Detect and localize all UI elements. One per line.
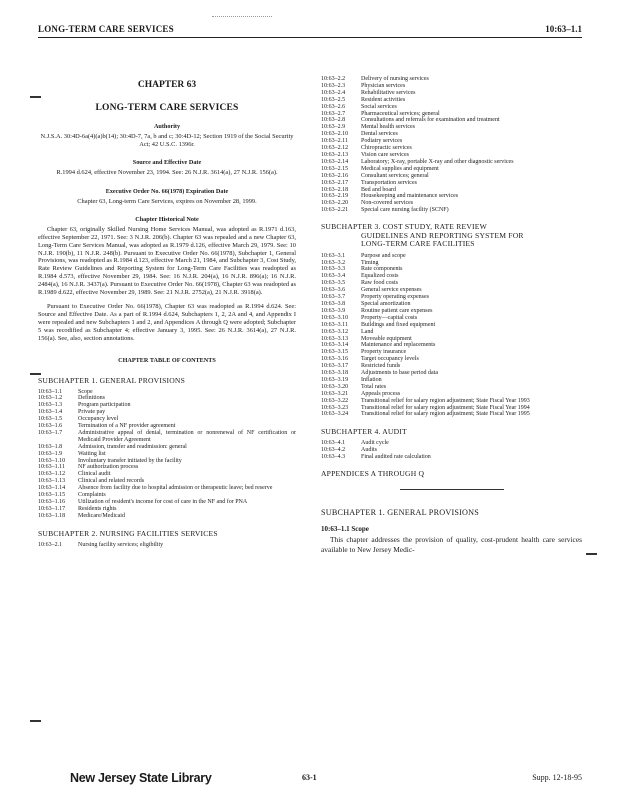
toc-section-title: Utilization of resident's income for cost of care in the NF and for PNA xyxy=(78,499,248,505)
page-footer xyxy=(70,772,582,786)
toc-section-number: 10:63–2.12 xyxy=(321,145,349,152)
body-subchapter-heading: SUBCHAPTER 1. GENERAL PROVISIONS xyxy=(321,508,480,518)
toc-section-number: 10:63–1.3 xyxy=(38,402,63,409)
toc-section-number: 10:63–2.18 xyxy=(321,186,349,193)
toc-section-number: 10:63–3.12 xyxy=(321,328,349,335)
toc-section-number: 10:63–3.22 xyxy=(321,397,349,404)
toc-entry xyxy=(38,423,296,430)
toc-section-title: Target occupancy levels xyxy=(361,356,419,363)
margin-change-mark xyxy=(586,553,597,555)
toc-section-title: Maintenance and replacements xyxy=(361,342,436,349)
toc-section-number: 10:63–3.14 xyxy=(321,342,349,349)
toc-section-number: 10:63–2.19 xyxy=(321,193,349,200)
toc-entry xyxy=(321,342,582,349)
toc-entry xyxy=(321,301,582,308)
toc-section-number: 10:63–2.3 xyxy=(321,82,346,89)
toc-section-number: 10:63–4.2 xyxy=(321,447,346,454)
toc-section-title: Residents rights xyxy=(78,505,117,512)
toc-section-title: Special care nursing facility (SCNF) xyxy=(361,207,449,214)
toc-section-title: Adjustments to base period data xyxy=(361,370,438,377)
toc-entry xyxy=(321,315,582,322)
toc-section-number: 10:63–2.17 xyxy=(321,179,349,186)
toc-section-title: Appeals process xyxy=(361,390,401,397)
toc-section-number: 10:63–3.9 xyxy=(321,307,346,314)
toc-section-number: 10:63–3.5 xyxy=(321,280,346,287)
toc-entry xyxy=(38,513,296,520)
toc-section-title: Restricted funds xyxy=(361,363,401,370)
toc-section-title: Housekeeping and maintenance services xyxy=(361,193,459,200)
toc-section-number: 10:63–3.11 xyxy=(321,321,348,328)
toc-entry xyxy=(321,377,582,384)
toc-section-title: Absence from facility due to hospital admission or therapeutic leave; bed reserve xyxy=(78,485,273,492)
toc-entry xyxy=(321,294,582,301)
toc-entry xyxy=(38,458,296,465)
toc-entry xyxy=(321,166,582,173)
library-stamp: New Jersey State Library xyxy=(70,771,212,785)
toc-section-title: Buildings and fixed equipment xyxy=(361,321,436,328)
toc-section-title: Occupancy level xyxy=(78,416,119,423)
subchapter-2-toc-list-continued xyxy=(321,76,582,214)
toc-section-number: 10:63–2.13 xyxy=(321,151,349,158)
toc-entry xyxy=(321,454,582,461)
toc-section-title: Clinical and related records xyxy=(78,478,145,485)
toc-entry xyxy=(321,336,582,343)
toc-section-title: Non-covered services xyxy=(361,200,414,207)
toc-section-title: Delivery of nursing services xyxy=(361,76,429,82)
toc-entry xyxy=(321,322,582,329)
toc-entry xyxy=(38,444,296,451)
historical-note-heading: Chapter Historical Note xyxy=(135,215,199,223)
toc-entry xyxy=(321,370,582,377)
toc-section-number: 10:63–3.24 xyxy=(321,411,349,418)
toc-entry xyxy=(321,308,582,315)
toc-section-title: Property operating expenses xyxy=(361,294,429,301)
toc-section-number: 10:63–2.9 xyxy=(321,124,346,131)
toc-section-number: 10:63–1.8 xyxy=(38,443,63,450)
toc-section-title: Mental health services xyxy=(361,124,415,131)
toc-entry xyxy=(321,104,582,111)
toc-entry xyxy=(321,173,582,180)
subchapter-1-toc-list xyxy=(38,389,296,520)
toc-heading: CHAPTER TABLE OF CONTENTS xyxy=(118,356,216,364)
toc-section-title: Inflation xyxy=(361,376,382,383)
subchapter-3-heading-line: GUIDELINES AND REPORTING SYSTEM FOR xyxy=(361,230,524,240)
toc-section-number: 10:63–1.4 xyxy=(38,409,63,416)
chapter-number: CHAPTER 63 xyxy=(137,80,197,90)
toc-section-number: 10:63–2.15 xyxy=(321,165,349,172)
toc-entry xyxy=(38,471,296,478)
toc-entry xyxy=(321,253,582,260)
toc-section-number: 10:63–2.1 xyxy=(38,541,63,548)
left-column xyxy=(38,80,296,549)
toc-entry xyxy=(321,363,582,370)
running-header xyxy=(38,24,582,38)
header-section-number: 10:63–1.1 xyxy=(545,24,582,34)
toc-entry xyxy=(38,464,296,471)
section-text: This chapter addresses the provision of quality, cost-prudent health care services available to New Jersey Medic- xyxy=(321,535,582,555)
toc-section-number: 10:63–1.12 xyxy=(38,471,66,478)
toc-section-number: 10:63–3.3 xyxy=(321,266,346,273)
page-number: 63-1 xyxy=(302,773,317,782)
toc-section-number: 10:63–1.16 xyxy=(38,499,66,505)
toc-entry xyxy=(321,411,582,418)
toc-section-number: 10:63–3.17 xyxy=(321,363,349,370)
toc-entry xyxy=(38,409,296,416)
toc-section-title: Dental services xyxy=(361,131,398,138)
toc-section-number: 10:63–2.21 xyxy=(321,207,349,214)
toc-entry xyxy=(38,416,296,423)
toc-entry xyxy=(321,349,582,356)
subchapter-3-heading-line: LONG-TERM CARE FACILITIES xyxy=(361,239,475,249)
toc-section-number: 10:63–1.15 xyxy=(38,492,66,499)
toc-section-number: 10:63–2.7 xyxy=(321,110,346,117)
toc-section-title: Audits xyxy=(361,447,378,454)
toc-section-number: 10:63–3.8 xyxy=(321,300,346,307)
subchapter-4-toc-heading: SUBCHAPTER 4. AUDIT xyxy=(321,427,407,437)
subchapter-2-toc-list xyxy=(38,542,296,549)
toc-section-number: 10:63–4.1 xyxy=(321,440,346,447)
toc-entry xyxy=(321,145,582,152)
authority-text: N.J.S.A. 30:4D-6a(4)(a)b(14); 30:4D-7, 7a, b and c; 30:4D-12; Section 1919 of the Social Security Act; 42 U.S.C. 1396r. xyxy=(40,133,294,149)
toc-entry xyxy=(38,492,296,499)
toc-section-number: 10:63–3.21 xyxy=(321,390,349,397)
toc-section-title: Transitional relief for salary region adjustment; State Fiscal Year 1994 xyxy=(361,404,530,411)
toc-entry xyxy=(38,389,296,396)
toc-section-number: 10:63–3.10 xyxy=(321,314,349,321)
toc-section-title: Resident activities xyxy=(361,96,406,103)
toc-entry xyxy=(321,266,582,273)
toc-section-title: Rate components xyxy=(361,266,403,273)
section-heading: 10:63–1.1 Scope xyxy=(321,525,369,534)
toc-section-number: 10:63–3.2 xyxy=(321,259,346,266)
toc-section-number: 10:63–1.13 xyxy=(38,478,66,485)
toc-entry xyxy=(38,430,296,444)
toc-entry xyxy=(321,76,582,83)
toc-section-number: 10:63–3.6 xyxy=(321,287,346,294)
toc-section-title: Consultant services; general xyxy=(361,172,429,179)
toc-entry xyxy=(321,280,582,287)
toc-entry xyxy=(38,499,296,506)
toc-entry xyxy=(321,391,582,398)
toc-section-title: Physician services xyxy=(361,82,406,89)
toc-section-number: 10:63–3.4 xyxy=(321,273,346,280)
toc-entry xyxy=(321,117,582,124)
toc-section-title: Final audited rate calculation xyxy=(361,454,431,461)
toc-section-number: 10:63–1.9 xyxy=(38,450,63,457)
toc-entry xyxy=(321,329,582,336)
subchapter-4-toc-list xyxy=(321,440,582,461)
header-title: LONG-TERM CARE SERVICES xyxy=(38,24,174,34)
toc-section-title: Purpose and scope xyxy=(361,252,406,259)
toc-section-number: 10:63–2.20 xyxy=(321,200,349,207)
toc-section-number: 10:63–3.15 xyxy=(321,349,349,356)
toc-section-title: Social services xyxy=(361,103,397,110)
toc-section-number: 10:63–1.10 xyxy=(38,457,66,464)
toc-section-title: Pharmaceutical services; general xyxy=(361,110,440,117)
toc-section-number: 10:63–1.11 xyxy=(38,464,65,471)
toc-section-title: Chiropractic services xyxy=(361,145,412,152)
toc-section-title: Land xyxy=(361,328,374,335)
toc-section-title: Scope xyxy=(78,388,93,395)
toc-section-title: Audit cycle xyxy=(361,440,389,447)
source-text: R.1994 d.624, effective November 23, 1994. See: 26 N.J.R. 3614(a), 27 N.J.R. 156(a). xyxy=(56,169,278,177)
executive-order-text: Chapter 63, Long-term Care Services, expires on November 28, 1999. xyxy=(77,197,257,205)
toc-section-number: 10:63–4.3 xyxy=(321,454,346,461)
toc-section-number: 10:63–2.16 xyxy=(321,172,349,179)
toc-section-title: Admission, transfer and readmission: general xyxy=(78,443,187,450)
toc-section-title: Vision care services xyxy=(361,151,409,158)
toc-entry xyxy=(38,451,296,458)
subchapter-3-toc-heading xyxy=(321,223,582,249)
toc-section-title: Property—capital costs xyxy=(361,314,418,321)
toc-entry xyxy=(321,384,582,391)
toc-section-number: 10:63–2.6 xyxy=(321,103,346,110)
toc-entry xyxy=(38,395,296,402)
right-column xyxy=(321,76,582,555)
toc-section-title: Laboratory; X-ray, portable X-ray and other diagnostic services xyxy=(361,158,514,165)
toc-section-title: Definitions xyxy=(78,395,105,402)
toc-entry xyxy=(321,152,582,159)
subchapter-1-toc-heading: SUBCHAPTER 1. GENERAL PROVISIONS xyxy=(38,375,186,385)
toc-section-title: Routine patient care expenses xyxy=(361,307,433,314)
toc-entry xyxy=(321,131,582,138)
toc-section-title: Nursing facility services; eligibility xyxy=(78,541,164,548)
toc-section-number: 10:63–1.17 xyxy=(38,505,66,512)
toc-section-number: 10:63–3.18 xyxy=(321,370,349,377)
toc-entry xyxy=(38,485,296,492)
toc-entry xyxy=(38,402,296,409)
toc-entry xyxy=(321,440,582,447)
toc-entry xyxy=(38,542,296,549)
toc-section-number: 10:63–1.18 xyxy=(38,512,66,519)
toc-entry xyxy=(321,287,582,294)
toc-entry xyxy=(321,398,582,405)
toc-entry xyxy=(321,180,582,187)
toc-section-title: Medical supplies and equipment xyxy=(361,165,439,172)
subchapter-3-heading-line: SUBCHAPTER 3. COST STUDY, RATE REVIEW xyxy=(321,222,487,232)
toc-section-title: Transportation services xyxy=(361,179,417,186)
toc-section-number: 10:63–3.20 xyxy=(321,383,349,390)
top-scan-mark xyxy=(212,16,272,17)
chapter-title: LONG-TERM CARE SERVICES xyxy=(95,103,239,113)
toc-section-title: Clinical audit xyxy=(78,471,111,478)
toc-entry xyxy=(321,83,582,90)
toc-entry xyxy=(321,193,582,200)
section-divider xyxy=(400,489,504,490)
supplement-date: Supp. 12-18-95 xyxy=(532,773,582,782)
toc-section-number: 10:63–1.7 xyxy=(38,429,63,436)
toc-entry xyxy=(321,260,582,267)
toc-section-title: Timing xyxy=(361,259,379,266)
toc-section-title: Medicare/Medicaid xyxy=(78,512,125,519)
toc-section-number: 10:63–1.2 xyxy=(38,395,63,402)
toc-entry xyxy=(321,138,582,145)
historical-note-paragraph: Chapter 63, originally Skilled Nursing Home Services Manual, was adopted as R.1971 d.163, effective September 22, 1971. See: 3 N.J.R. 206(b). Chapter 63 was repealed and a new Chapter 63, Long-Term Care Services Manual, was adopted as R.1979 d.126, effective March 29, 1979. See: 10 N.J.R. 190(b), 11 N.J.R. 248(b). Pursuant to Executive Order No. 66(1978), Subchapter 1, General Provisions, was readopted as R.1984 d.123, effective March 21, 1984, and Subchapter 3, Cost Study, Rate Review Guidelines and Reporting System for Long-Term Care Facilities was readopted as R.1984 d.573, effective November 29, 1984. See: 16 N.J.R. 204(a), 16 N.J.R. 896(a); 16 N.J.R. 2484(a), 16 N.J.R. 3437(a). Pursuant to Executive Order No. 66(1978), Chapter 63 was readopted as R.1989 d.622, effective November 29, 1989. See: 21 N.J.R. 2752(a), 21 N.J.R. 3918(a). xyxy=(38,225,296,297)
toc-section-title: Transitional relief for salary region adjustment; State Fiscal Year 1995 xyxy=(361,411,530,418)
toc-section-number: 10:63–1.5 xyxy=(38,416,63,423)
toc-section-number: 10:63–2.2 xyxy=(321,76,346,82)
authority-heading: Authority xyxy=(153,123,181,130)
toc-section-number: 10:63–3.13 xyxy=(321,335,349,342)
toc-section-number: 10:63–3.1 xyxy=(321,252,346,259)
toc-entry xyxy=(38,506,296,513)
toc-section-number: 10:63–3.19 xyxy=(321,376,349,383)
toc-section-number: 10:63–1.14 xyxy=(38,485,66,492)
toc-section-number: 10:63–2.11 xyxy=(321,138,348,145)
toc-section-number: 10:63–3.7 xyxy=(321,294,346,301)
toc-section-number: 10:63–2.4 xyxy=(321,89,346,96)
toc-section-title: Equalized costs xyxy=(361,273,399,280)
toc-section-title: Complaints xyxy=(78,492,106,499)
toc-section-title: Consultations and referrals for examination and treatment xyxy=(361,117,500,124)
source-heading: Source and Effective Date xyxy=(132,159,202,167)
toc-section-title: Waiting list xyxy=(78,450,106,457)
toc-section-number: 10:63–2.8 xyxy=(321,117,346,124)
toc-section-number: 10:63–1.1 xyxy=(38,388,63,395)
toc-section-number: 10:63–2.10 xyxy=(321,131,349,138)
toc-section-title: General service expenses xyxy=(361,287,422,294)
toc-section-title: Involuntary transfer initiated by the facility xyxy=(78,457,182,464)
toc-section-number: 10:63–1.6 xyxy=(38,423,63,430)
toc-section-number: 10:63–3.23 xyxy=(321,404,349,411)
toc-entry xyxy=(321,97,582,104)
toc-section-title: Private pay xyxy=(78,409,106,416)
subchapter-3-toc-list xyxy=(321,253,582,419)
toc-section-title: Special amortization xyxy=(361,300,411,307)
toc-entry xyxy=(321,187,582,194)
toc-section-title: Raw food costs xyxy=(361,280,398,287)
toc-entry xyxy=(321,207,582,214)
toc-section-title: Total rates xyxy=(361,383,387,390)
toc-section-title: Termination of a NF provider agreement xyxy=(78,423,176,430)
subchapter-2-toc-heading: SUBCHAPTER 2. NURSING FACILITIES SERVICES xyxy=(38,528,218,538)
toc-section-title: NF authorization process xyxy=(78,464,139,471)
toc-entry xyxy=(321,159,582,166)
historical-note-paragraph: Pursuant to Executive Order No. 66(1978), Chapter 63 was readopted as R.1994 d.624. See: Source and Effective Date. As a part of R.1994 d.624, Subchapters 1, 2, 2A and 4, and Appendix I were repealed and new Subchapters 1 and 2, and Appendices A through Q were adopted; Subchapter 5 was recodified as Subchapter 4; effective January 3, 1995. See: 26 N.J.R. 3614(a), 27 N.J.R. 156(a). See, also, section annotations. xyxy=(38,302,296,342)
toc-entry xyxy=(321,90,582,97)
appendices-heading: APPENDICES A THROUGH Q xyxy=(321,469,425,479)
toc-section-title: Bed and board xyxy=(361,186,396,193)
toc-section-number: 10:63–2.14 xyxy=(321,158,349,165)
toc-entry xyxy=(321,124,582,131)
toc-section-title: Program participation xyxy=(78,402,131,409)
toc-section-title: Rehabilitative services xyxy=(361,89,416,96)
toc-section-title: Transitional relief for salary region adjustment; State Fiscal Year 1993 xyxy=(361,397,530,404)
toc-section-title: Moveable equipment xyxy=(361,335,412,342)
toc-entry xyxy=(321,447,582,454)
executive-order-heading: Executive Order No. 66(1978) Expiration Date xyxy=(105,187,229,195)
toc-section-number: 10:63–2.5 xyxy=(321,96,346,103)
toc-section-title: Property insurance xyxy=(361,349,407,356)
toc-section-number: 10:63–3.16 xyxy=(321,356,349,363)
toc-section-title: Podiatry services xyxy=(361,138,403,145)
margin-change-mark xyxy=(30,720,41,722)
toc-section-title: Administrative appeal of denial, termination or nonrenewal of NF certification or Medicaid Provider Agreement xyxy=(78,429,296,443)
